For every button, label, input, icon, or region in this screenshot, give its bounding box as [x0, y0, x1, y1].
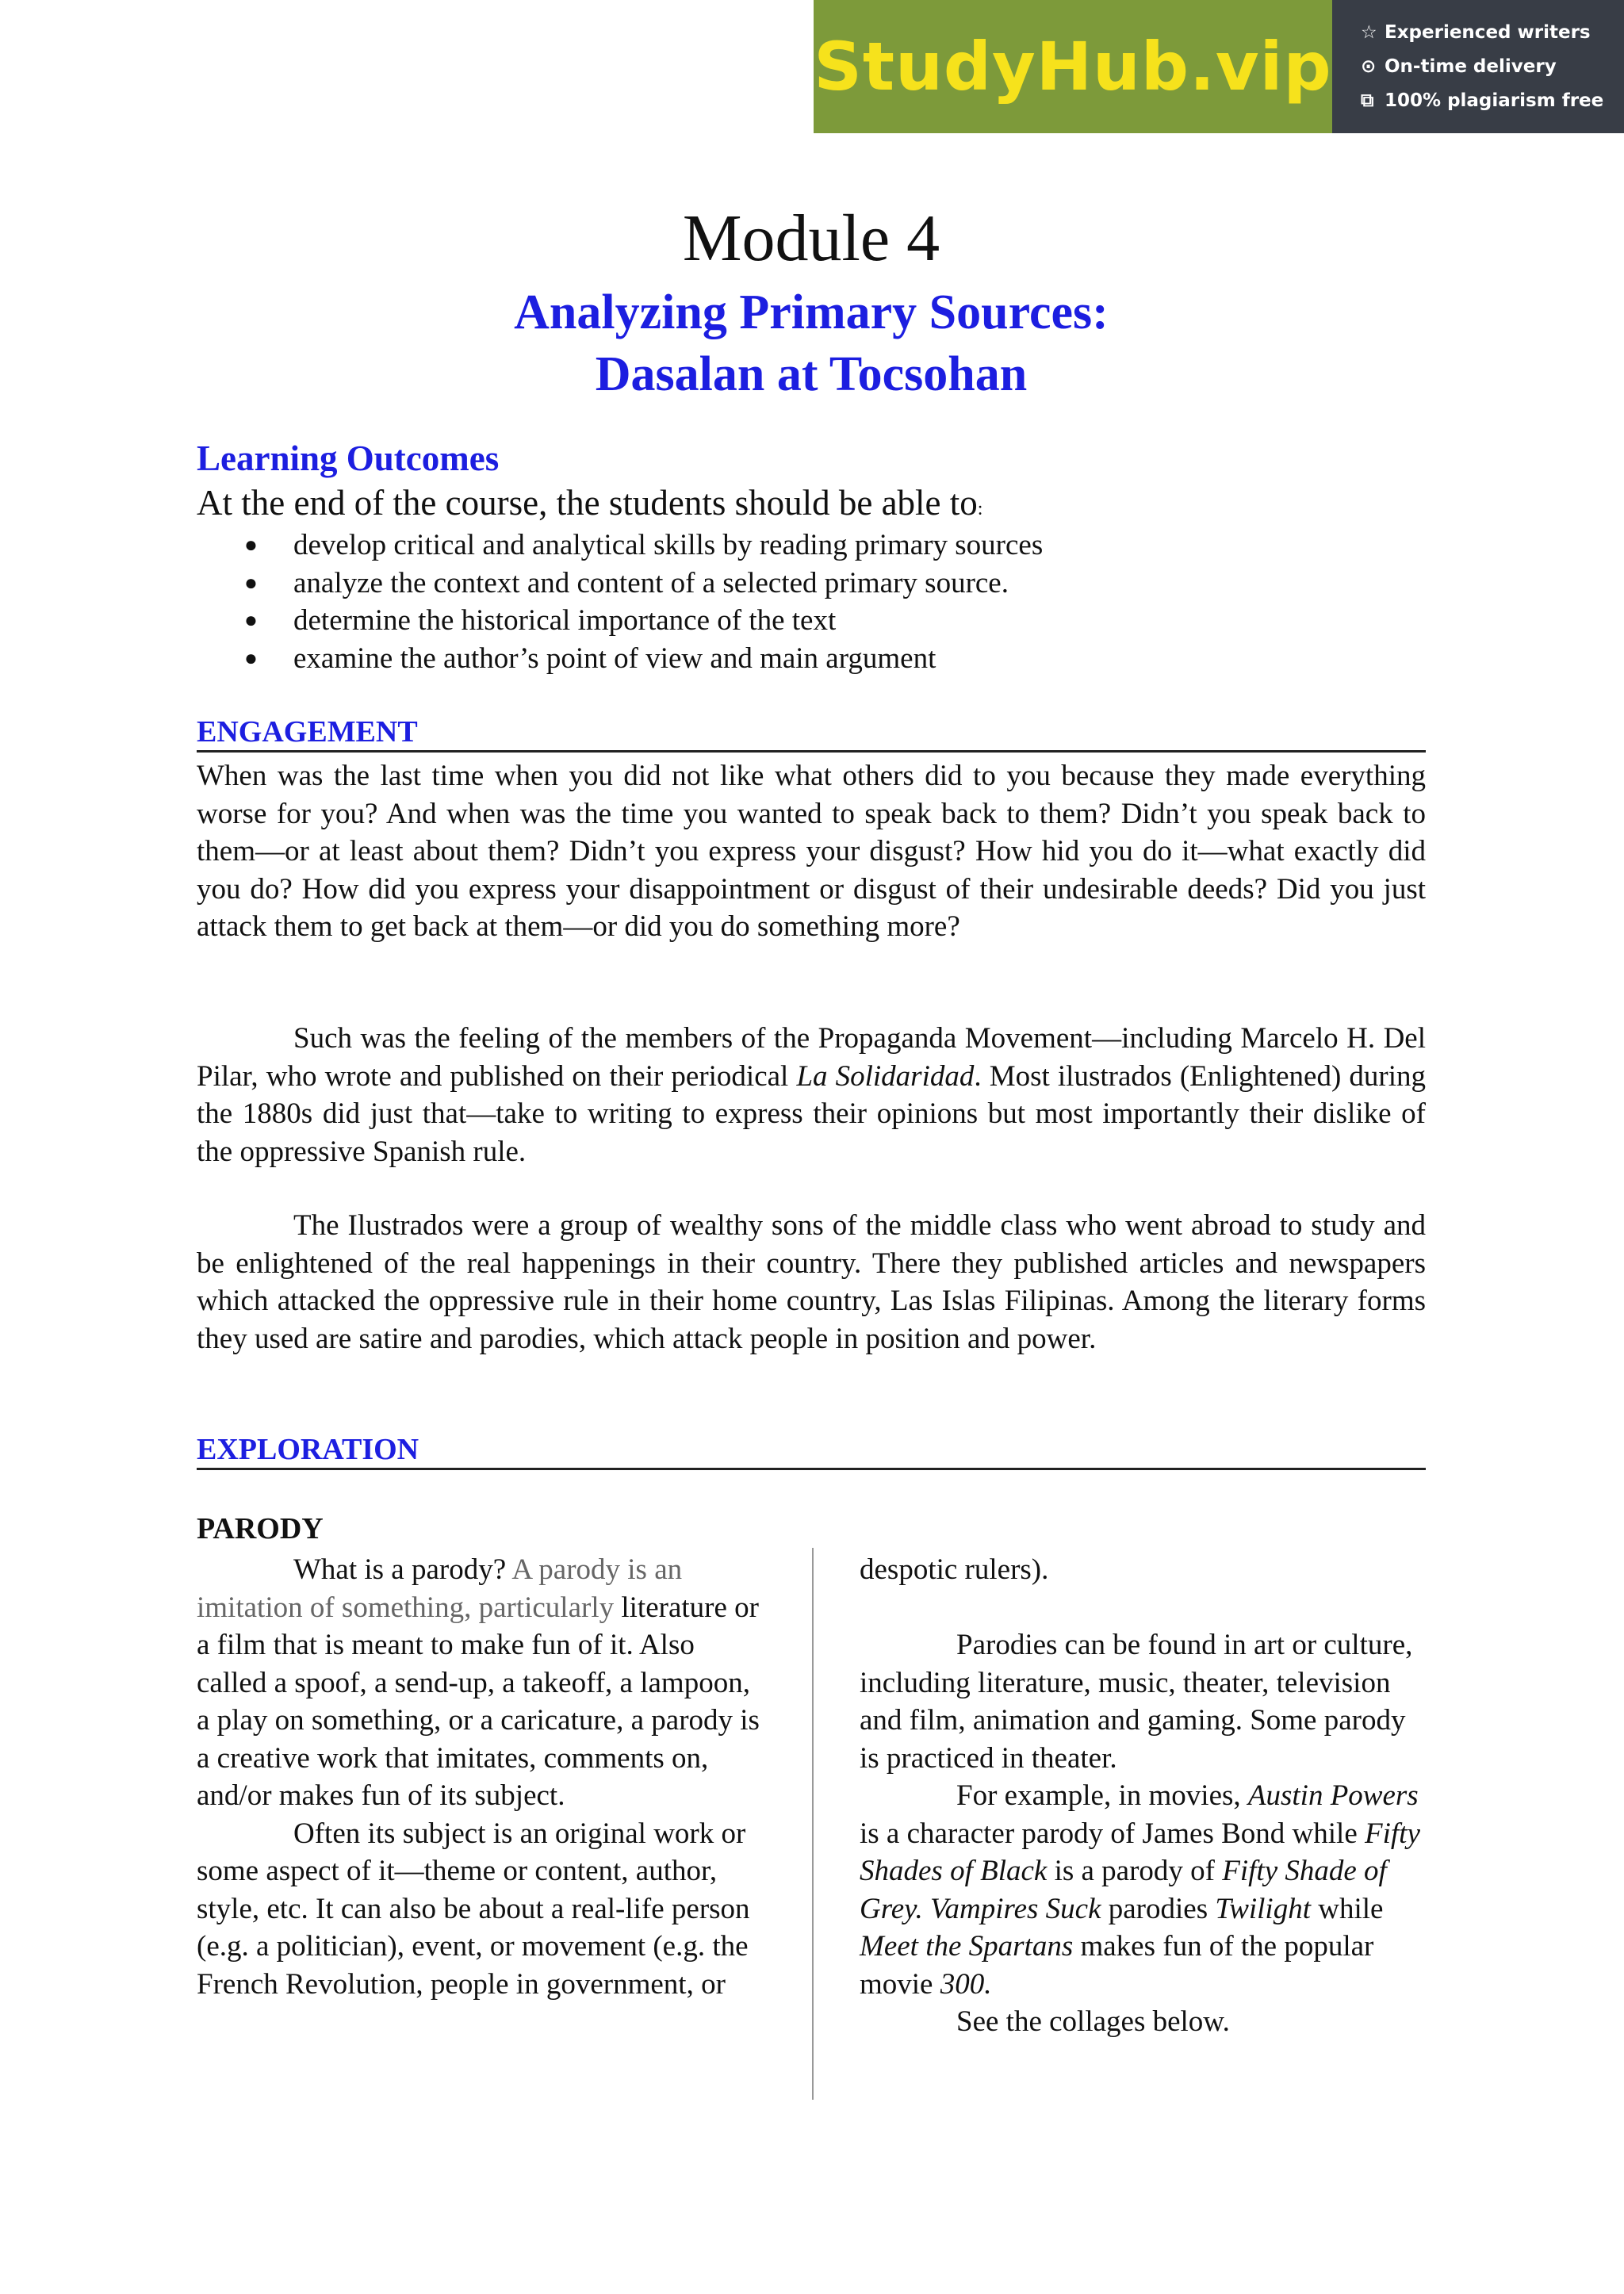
exploration-heading: EXPLORATION — [197, 1431, 1426, 1470]
module-title: Module 4 — [682, 201, 940, 275]
subtitle-line-2: Dasalan at Tocsohan — [595, 347, 1028, 401]
parody-forms-paragraph: Parodies can be found in art or culture, including literature, music, theater, television and film, animation and gaming. Some parody is practiced in theater. — [860, 1629, 1413, 1775]
movie-title: Fifty Shades of Black — [860, 1817, 1420, 1887]
text-run: literature or a film that is meant to make fun of it. Also called a spoof, a send-up, a takeoff, a lampoon, a play on something, or a caricature, a parody is a creative work that imitates, comments on, and/or makes fun of its subject. — [197, 1591, 760, 1812]
list-item: ● develop critical and analytical skills by reading primary sources — [197, 527, 1043, 565]
learning-outcomes-heading: Learning Outcomes — [197, 439, 500, 478]
continued-text: despotic rulers). — [860, 1553, 1049, 1586]
feature-item — [1361, 50, 1624, 84]
parody-heading: PARODY — [197, 1512, 324, 1545]
text-run: is a character parody of James Bond while — [860, 1817, 1365, 1850]
movie-title: 300. — [940, 1967, 992, 2001]
parody-definition-paragraph — [197, 1551, 768, 1815]
movie-examples-paragraph — [860, 1777, 1426, 2003]
intro-text: At the end of the course, the students should be able to — [197, 483, 978, 523]
engagement-paragraph-1: When was the last time when you did not like what others did to you because they made everything worse for you? And when was the time you wanted to speak back to them? Didn’t you speak back to them—or at least about them? Didn’t you express your disgust? How hid you do it—what exactly did you do? How did you express your disappointment or disgust of their undesirable deeds? Did you just attack them to get back at them—or did you do something more? — [197, 760, 1426, 943]
outcomes-list — [197, 527, 1043, 677]
copy-icon: ⧉ — [1361, 90, 1374, 111]
periodical-title: La Solidaridad — [796, 1059, 975, 1093]
text-run: . Most ilustrados (Enlightened) during the 1880s did just that—take to writing to express their opinions but most importantly their dislike of the oppressive Spanish rule. — [197, 1059, 1426, 1168]
feature-label: On-time delivery — [1385, 56, 1557, 77]
collages-note: See the collages below. — [956, 2005, 1230, 2038]
text-run: makes fun of the popular movie — [860, 1930, 1374, 2001]
text-run: Such was the feeling of the members of the Propaganda Movement—including Marcelo H. Del Pilar, who wrote and published on their periodical — [197, 1022, 1426, 1093]
column-divider — [812, 1548, 814, 2100]
movie-title: Meet the Spartans — [860, 1930, 1074, 1963]
intro-colon: : — [977, 499, 983, 519]
list-item: ● examine the author’s point of view and main argument — [197, 640, 1043, 678]
engagement-paragraph-3: The Ilustrados were a group of wealthy sons of the middle class who went abroad to study and be enlightened of the real happenings in their country. There they published articles and newspapers which attacked the oppressive rule in their home country, Las Islas Filipinas. Among the literary forms they used are satire and parodies, which attack people in position and power. — [197, 1209, 1426, 1355]
movie-title: Fifty Shade of Grey. Vampires Suck — [860, 1855, 1387, 1925]
module-subtitle — [197, 281, 1426, 405]
feature-list — [1332, 0, 1624, 133]
learning-outcomes-intro — [197, 482, 982, 523]
brand-logo-box — [814, 0, 1332, 133]
movie-title: Twilight — [1215, 1892, 1311, 1925]
list-item: ● determine the historical importance of the text — [197, 602, 1043, 640]
list-item: ● analyze the context and content of a selected primary source. — [197, 565, 1043, 603]
right-column — [860, 1551, 1426, 2041]
feature-label: 100% plagiarism free — [1385, 90, 1604, 111]
engagement-paragraph-2 — [197, 1020, 1426, 1170]
text-run: parodies — [1101, 1892, 1216, 1925]
text-run: For example, in movies, — [956, 1779, 1248, 1812]
subtitle-line-1: Analyzing Primary Sources: — [514, 285, 1109, 339]
brand-logo: StudyHub.vip — [814, 28, 1332, 105]
feature-item — [1361, 84, 1624, 118]
star-icon: ☆ — [1361, 21, 1377, 43]
clock-icon: ⊙ — [1361, 56, 1377, 77]
left-column — [197, 1551, 768, 2003]
highlighted-definition: A parody is an imitation of something, particularly — [197, 1553, 683, 1624]
movie-title: Austin Powers — [1247, 1779, 1419, 1812]
text-run: while — [1311, 1892, 1384, 1925]
text-run: What is a parody? — [293, 1553, 512, 1586]
engagement-heading: ENGAGEMENT — [197, 714, 1426, 753]
promo-banner[interactable] — [814, 0, 1624, 133]
text-run: is a parody of — [1047, 1855, 1223, 1887]
feature-item — [1361, 16, 1624, 50]
parody-subject-paragraph: Often its subject is an original work or some aspect of it—theme or content, author, style, etc. It can also be about a real-life person (e.g. a politician), event, or movement (e.g. the French Revolution, people in government, or — [197, 1817, 750, 2001]
feature-label: Experienced writers — [1385, 21, 1591, 43]
